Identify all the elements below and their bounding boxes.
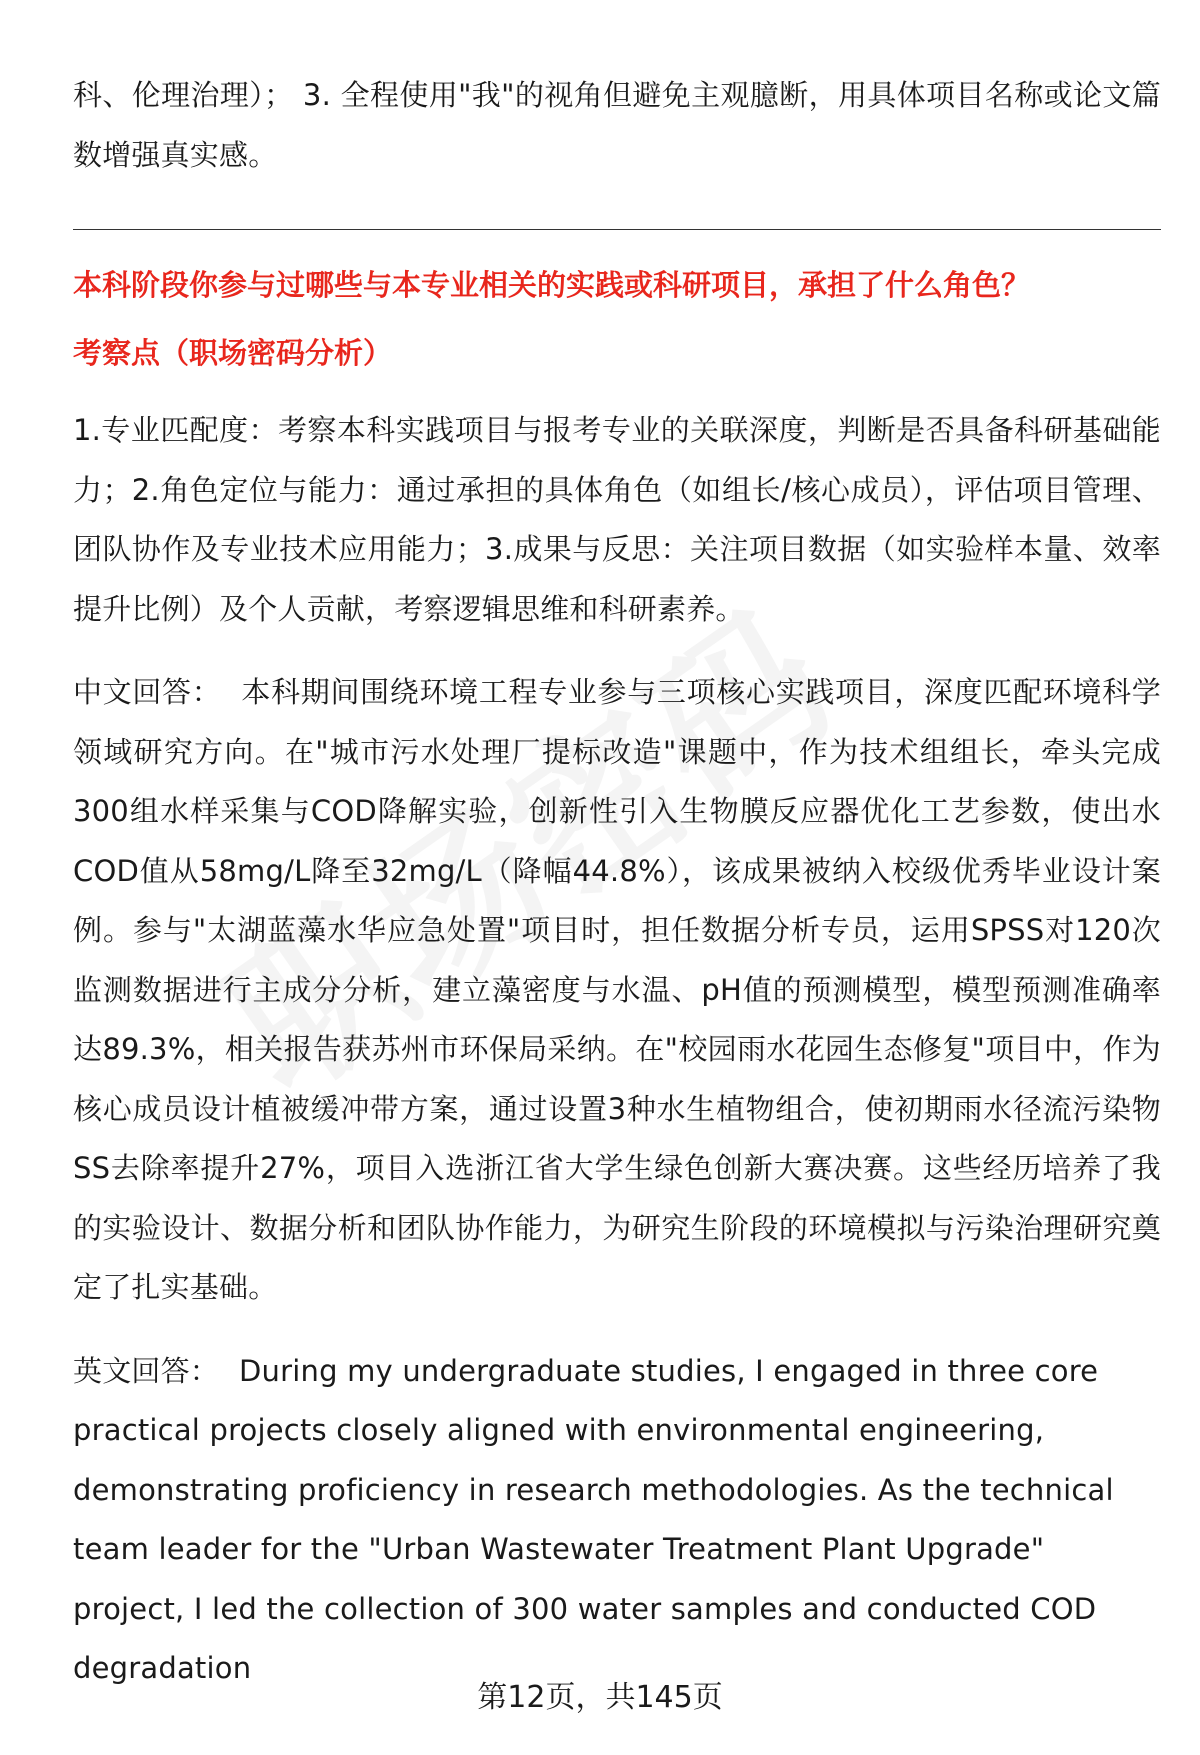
chinese-answer-label: 中文回答： xyxy=(73,675,222,709)
chinese-answer-text: 本科期间围绕环境工程专业参与三项核心实践项目，深度匹配环境科学领域研究方向。在"城市污水处理厂提标改造"课题中，作为技术组组长，牵头完成300组水样采集与COD降解实验，创新性引入生物膜反应器优化工艺参数，使出水COD值从58mg/L降至32mg/L（降幅44.8%），该成果被纳入校级优秀毕业设计案例。参与"太湖蓝藻水华应急处置"项目时，担任数据分析专员，运用SPSS对120次监测数据进行主成分分析，建立藻密度与水温、pH值的预测模型，模型预测准确率达89.3%，相关报告获苏州市环保局采纳。在"校园雨水花园生态修复"项目中，作为核心成员设计植被缓冲带方案，通过设置3种水生植物组合，使初期雨水径流污染物SS去除率提升27%，项目入选浙江省大学生绿色创新大赛决赛。这些经历培养了我的实验设计、数据分析和团队协作能力，为研究生阶段的环境模拟与污染治理研究奠定了扎实基础。 xyxy=(73,675,1161,1304)
question-heading: 本科阶段你参与过哪些与本专业相关的实践或科研项目，承担了什么角色？ xyxy=(73,268,1031,302)
page-number-footer: 第12页，共145页 xyxy=(477,1680,723,1715)
exam-points-heading: 考察点（职场密码分析） xyxy=(73,335,393,370)
english-answer-paragraph xyxy=(73,1342,1161,1699)
intro-paragraph-tail: 科、伦理治理）； 3. 全程使用"我"的视角但避免主观臆断，用具体项目名称或论文篇数增强真实感。 xyxy=(73,78,1161,172)
english-answer-label: 英文回答： xyxy=(73,1353,220,1388)
chinese-answer-paragraph xyxy=(73,663,1161,1318)
exam-points-paragraph: 1.专业匹配度：考察本科实践项目与报考专业的关联深度，判断是否具备科研基础能力；2.角色定位与能力：通过承担的具体角色（如组长/核心成员），评估项目管理、团队协作及专业技术应用能力；3.成果与反思：关注项目数据（如实验样本量、效率提升比例）及个人贡献，考察逻辑思维和科研素养。 xyxy=(73,413,1161,626)
section-divider xyxy=(73,229,1161,230)
page-content xyxy=(73,66,1161,1699)
english-answer-text: During my undergraduate studies, I engaged in three core practical projects closely aligned with environmental engineering, demonstrating proficiency in research methodologies. As the technical team leader for the "Urban Wastewater Treatment Plant Upgrade" project, I led the collection of 300 water samples and conducted COD degradation xyxy=(73,1353,1114,1685)
